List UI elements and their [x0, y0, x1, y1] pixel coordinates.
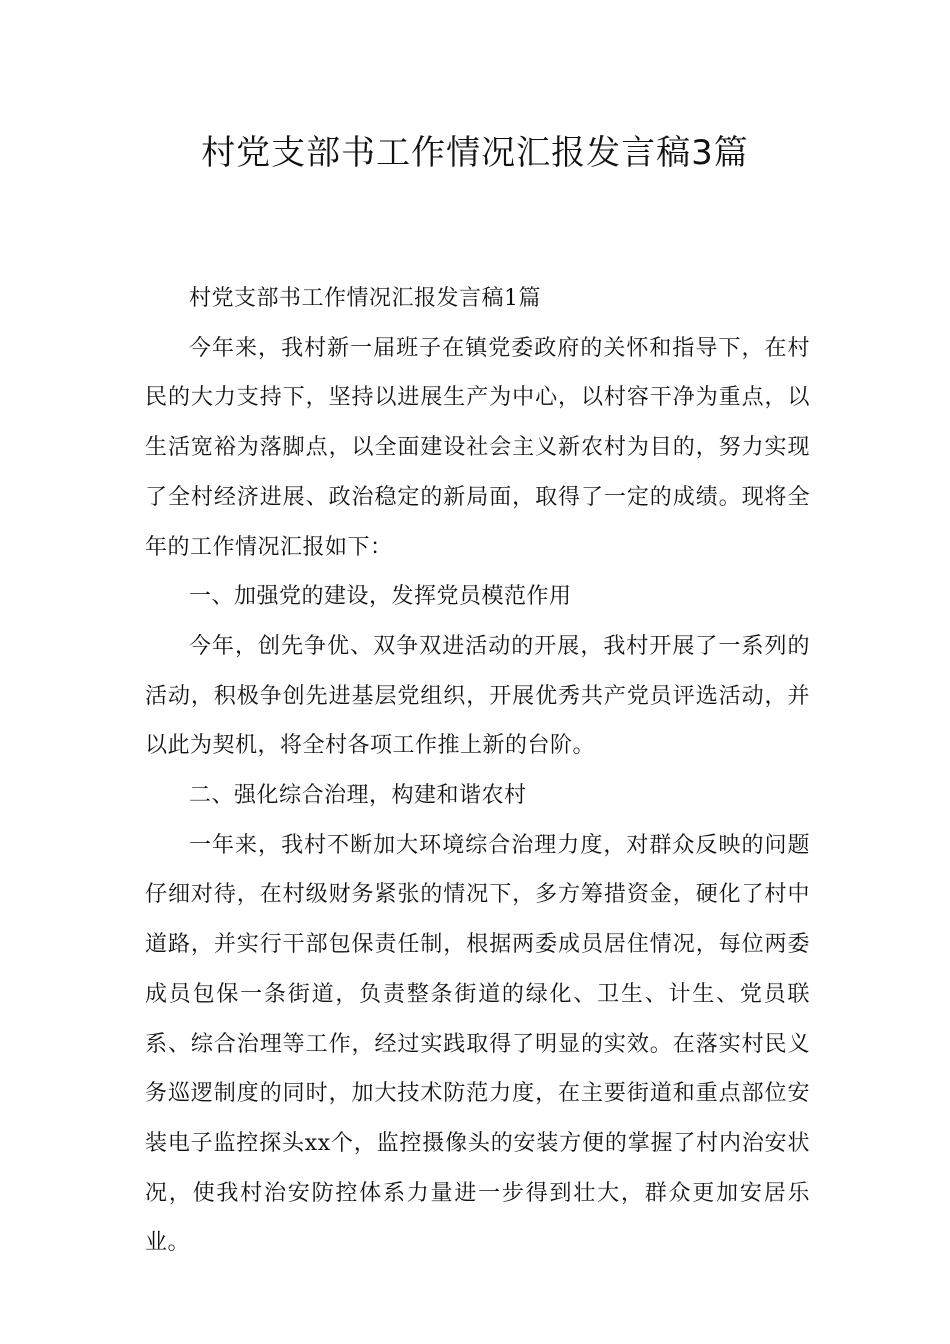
intro-paragraph: 今年来，我村新一届班子在镇党委政府的关怀和指导下，在村民的大力支持下，坚持以进展生产为中心，以村容干净为重点，以生活宽裕为落脚点，以全面建设社会主义新农村为目的，努力实现了全村经济进展、政治稳定的新局面，取得了一定的成绩。现将全年的工作情况汇报如下： — [145, 335, 810, 560]
section-heading-1: 村党支部书工作情况汇报发言稿1篇 — [189, 286, 541, 311]
document-title: 村党支部书工作情况汇报发言稿3篇 — [201, 133, 749, 173]
document-body — [145, 274, 810, 1268]
section-heading-3: 二、强化综合治理，构建和谐农村 — [189, 783, 527, 809]
section-heading-2: 一、加强党的建设，发挥党员模范作用 — [189, 584, 572, 610]
party-building-paragraph: 今年，创先争优、双争双进活动的开展，我村开展了一系列的活动，积极争创先进基层党组织，开展优秀共产党员评选活动，并以此为契机，将全村各项工作推上新的台阶。 — [145, 633, 810, 759]
governance-paragraph: 一年来，我村不断加大环境综合治理力度，对群众反映的问题仔细对待，在村级财务紧张的情况下，多方筹措资金，硬化了村中道路，并实行干部包保责任制，根据两委成员居住情况，每位两委成员包保一条街道，负责整条街道的绿化、卫生、计生、党员联系、综合治理等工作，经过实践取得了明显的实效。在落实村民义务巡逻制度的同时，加大技术防范力度，在主要街道和重点部位安装电子监控探头xx个，监控摄像头的安装方便的掌握了村内治安状况，使我村治安防控体系力量进一步得到壮大，群众更加安居乐业。 — [145, 832, 810, 1256]
